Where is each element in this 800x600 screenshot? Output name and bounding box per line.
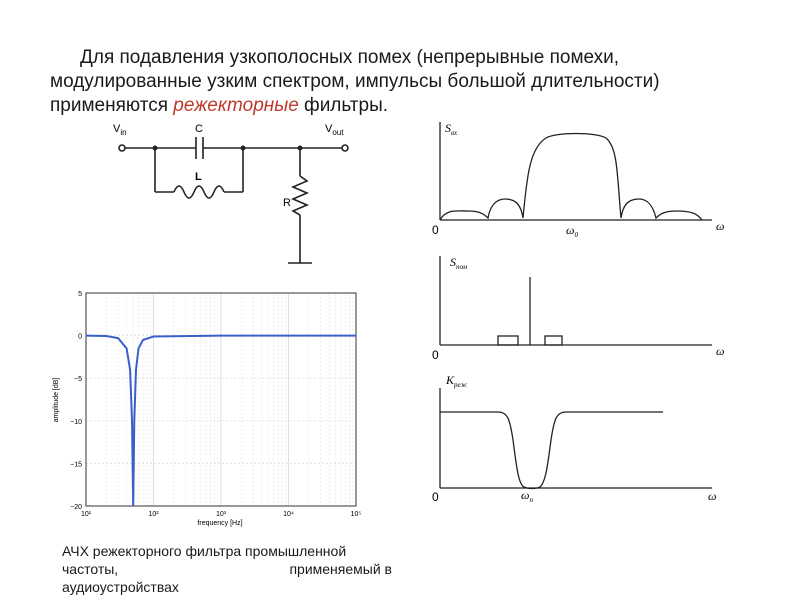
x-tick-label: 10³ — [215, 511, 227, 518]
title-line-1: Для подавления узкополосных помех (непрерывные помехи, — [80, 47, 620, 68]
noise-band-right — [545, 336, 562, 345]
vout-label: $V_{out}$ — [325, 123, 344, 137]
caption-line-2-right: применяемый в — [289, 561, 392, 577]
resistor-zigzag — [293, 176, 307, 215]
inductor-coil — [174, 186, 224, 198]
response-x-label: ω — [708, 489, 717, 503]
signal-spectrum-curve — [440, 134, 702, 221]
response-center-label: $\omega_п$ — [521, 488, 533, 504]
signal-y-label: $S_{вх}$ — [445, 121, 458, 137]
signal-center-label: $\omega_0$ — [566, 223, 578, 239]
y-tick-label: −15 — [70, 461, 82, 469]
title-line-3-end: фильтры. — [298, 95, 389, 116]
noise-x-label: ω — [716, 344, 725, 358]
title-text — [50, 46, 750, 118]
input-terminal — [119, 145, 125, 151]
capacitor-label: C — [195, 123, 203, 135]
x-tick-label: 10⁴ — [283, 511, 294, 518]
y-tick-label: −5 — [74, 376, 82, 384]
x-tick-label: 10¹ — [80, 511, 92, 518]
plot-series-line — [86, 336, 356, 506]
x-tick-label: 10² — [148, 511, 159, 518]
noise-y-label: $S_{пом}$ — [450, 255, 468, 271]
plot-frame — [86, 293, 356, 506]
caption-line-2-left: частоты, — [62, 561, 119, 577]
y-tick-label: 0 — [78, 333, 82, 341]
noise-origin: 0 — [432, 348, 439, 362]
signal-x-label: ω — [716, 219, 725, 233]
response-origin: 0 — [432, 490, 439, 504]
plot-ticks — [70, 291, 361, 518]
x-tick-label: 10⁵ — [350, 511, 362, 518]
response-y-label: $K_{реж}$ — [446, 373, 467, 389]
title-line-3-start: применяются — [50, 95, 174, 116]
y-tick-label: 5 — [78, 291, 82, 298]
plot-y-label: amplitude [dB] — [53, 377, 60, 423]
caption — [62, 542, 392, 596]
noise-band-left — [498, 336, 518, 345]
inductor-label: L — [195, 171, 202, 183]
plot-grid — [86, 293, 356, 506]
vin-label: $V_{in}$ — [113, 123, 127, 137]
signal-origin: 0 — [432, 223, 439, 237]
plot-x-label: frequency [Hz] — [197, 520, 243, 527]
y-tick-label: −10 — [70, 418, 82, 426]
response-curve — [440, 412, 663, 489]
title-accent-word: режекторные — [173, 95, 299, 116]
y-tick-label: −20 — [70, 504, 82, 511]
resistor-label: R — [283, 197, 291, 209]
caption-line-1: АЧХ режекторного фильтра промышленной — [62, 543, 347, 559]
title-line-2: модулированные узким спектром, импульсы большой длительности) — [50, 71, 660, 92]
caption-line-3: аудиоустройствах — [62, 579, 179, 595]
output-terminal — [342, 145, 348, 151]
